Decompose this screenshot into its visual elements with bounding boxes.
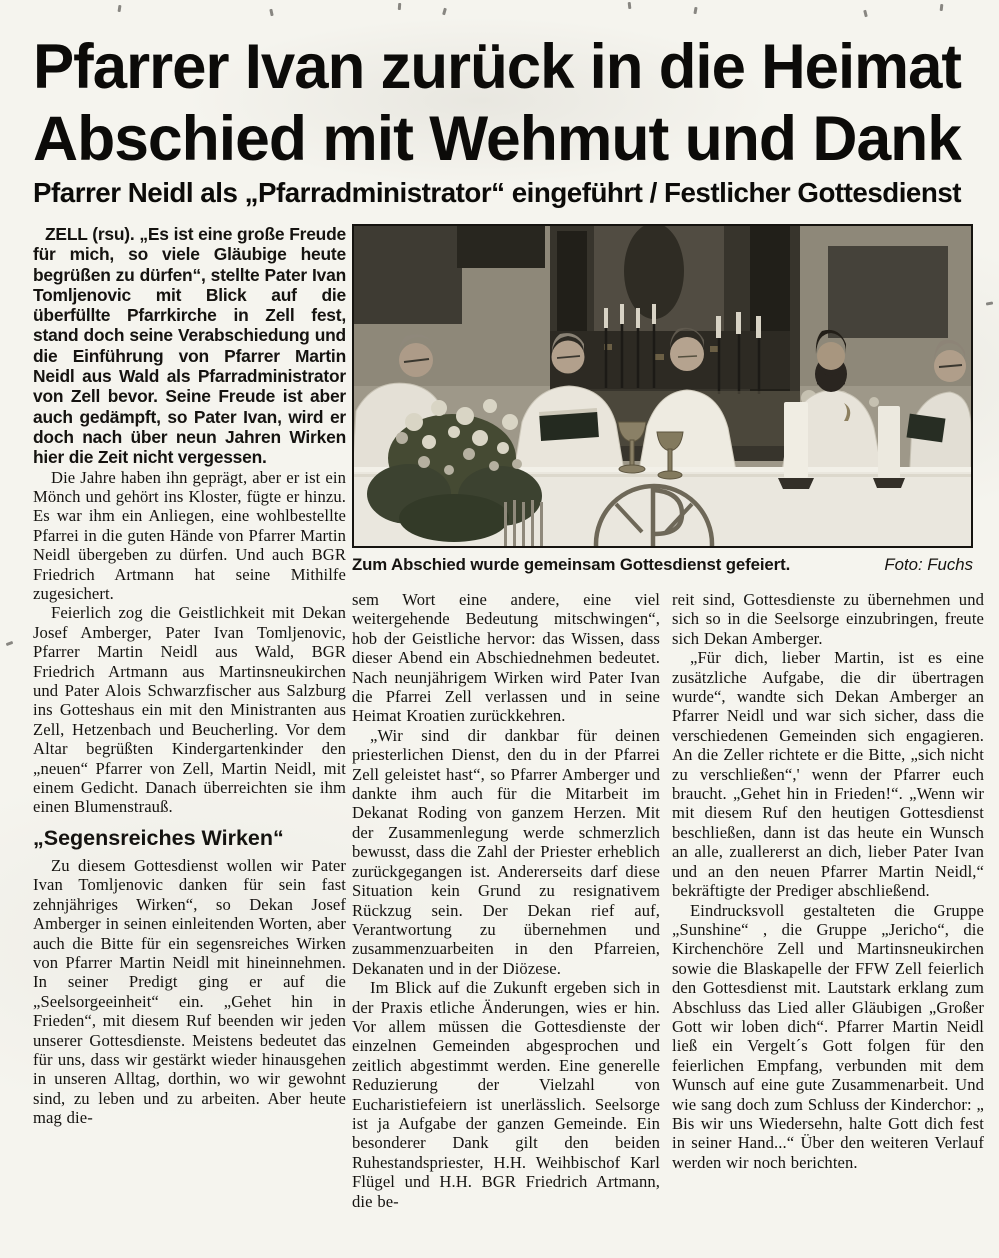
- photo-credit: Foto: Fuchs: [884, 555, 973, 574]
- paragraph: Zu diesem Gottesdienst wollen wir Pater Ivan Tomljenovic danken für sein fast zehnjähriges Wirken“, so Dekan Josef Amberger in seinen einleitenden Worten, aber auch die Bitte für ein segensreiches Wirken von Pfarrer Martin Neidl mit hineinnehmen. In seiner Predigt ging er auf die „Seelsorgeeinheit“ ein. „Gehet hin in Frieden“, mit diesem Ruf beenden wir jeden unserer Gottesdienste. Meistens bedeutet das für uns, dass wir gestärkt wieder hinausgehen in unseren Alltag, dorthin, wo wir gewohnt sind, zu leben und zu arbeiten. Aber heute mag die-: [33, 855, 346, 1128]
- left-window: [457, 226, 545, 268]
- scan-speck: [398, 3, 401, 10]
- paragraph: Eindrucksvoll gestalteten die Gruppe „Sunshine“ , die Gruppe „Jericho“, die Kirchenchöre Zell und Martinsneukirchen sowie die Blaskapelle der FFW Zell feierlich den Gottesdienst mit. Lautstark erklang zum Abschluss das Lied aller Gläubigen „Großer Gott wir loben dich“. Pfarrer Martin Neidl ließ ein Vergelt´s Gott folgen für den feierlichen Empfang, verbunden mit dem Wunsch auf eine gute Zusammenarbeit. Und wie sang doch zum Schluss der Kinderchor: „ Bis wir uns Wiedersehn, halte Gott dich fest in seiner Hand...“ Über den weiteren Verlauf werden wir noch berichten.: [672, 900, 984, 1172]
- photo-caption-row: [352, 555, 973, 575]
- paragraph: Feierlich zog die Geistlichkeit mit Dekan Josef Amberger, Pater Ivan Tomljenovic, Pfarrer Martin Neidl aus Wald, BGR Friedrich Artmann aus Martinsneukirchen und Pater Alois Schwarzfischer aus Salzburg ins Gotteshaus ein mit den Ministranten aus Zell, Hetzenbach und Beucherling. Vor dem Altar begrüßten Kindergartenkinder den „neuen“ Pfarrer von Zell, Martin Neidl, mit einem Gedicht. Danach überreichten sie ihm einen Blumenstrauß.: [33, 603, 346, 817]
- book: [907, 414, 946, 443]
- scan-speck: [6, 641, 14, 646]
- paragraph: „Für dich, lieber Martin, ist es eine zusätzliche Aufgabe, die dir übertragen wurde“, wandte sich Dekan Amberger an Pfarrer Neidl und war sich sicher, dass die verschiedenen Gemeinden sich engagieren. An die Zeller richtete er die Bitte, „sich nicht zu verschließen“,' wenn der Pfarrer euch braucht. „Gehet hin in Frieden!“. „Wenn wir mit diesem Ruf den heutigen Gottesdienst beschließen, dann ist das heute ein Wunsch an alle, zuallererst an dich, lieber Pater Ivan und an den neuen Pfarrer Martin Neidl,“ bekräftigte der Prediger abschließend.: [672, 648, 984, 901]
- dark-corner: [354, 226, 462, 324]
- paragraph: sem Wort eine andere, eine viel weitergehende Bedeutung mitschwingen“, hob der Geistliche hervor: das Wissen, dass dieser Abend ein Abschiednehmen bedeutet. Nach neunjährigem Wirken wird Pater Ivan die Pfarrei Zell verlassen und in seine Heimat Kroatien zurückkehren.: [352, 590, 660, 726]
- paragraph: reit sind, Gottesdienste zu übernehmen und sich so in die Seelsorge einzubringen, freute sich Dekan Amberger.: [672, 590, 984, 648]
- lead-paragraph: ZELL (rsu). „Es ist eine große Freude für mich, so viele Gläubige heute begrüßen zu dürfen“, stellte Pater Ivan Tomljenovic mit Blick auf die überfüllte Pfarrkirche in Zell fest, stand doch seine Verabschiedung und die Einführung von Pfarrer Martin Neidl aus Wald als Pfarradministrator von Zell bevor. Seine Freude ist aber auch gedämpft, so Pater Ivan, wird er doch nach über neun Jahren Wirken hier die Zeit nicht vergessen.: [33, 224, 346, 468]
- open-book: [539, 408, 599, 441]
- left-column: [33, 224, 346, 1234]
- paragraph: Die Jahre haben ihn geprägt, aber er ist ein Mönch und gehört ins Kloster, fügte er hinzu. Es war ihm ein Anliegen, eine wohlbestellte Pfarrei in die guten Hände von Pfarrer Martin Neidl übergeben zu dürfen. Und auch BGR Friedrich Artmann hat seine Mithilfe zugesichert.: [33, 467, 346, 603]
- headline-line2: Abschied mit Wehmut und Dank: [33, 104, 963, 174]
- right-window: [828, 246, 948, 338]
- subheadline: Pfarrer Neidl als „Pfarradministrator“ eingeführt / Festlicher Gottesdienst: [33, 177, 962, 208]
- crosshead: „Segensreiches Wirken“: [33, 825, 284, 850]
- gottesdienst-photo: [352, 224, 973, 548]
- headline-line1: Pfarrer Ivan zurück in die Heimat: [33, 32, 962, 102]
- paragraph: Im Blick auf die Zukunft ergeben sich in der Praxis etliche Änderungen, wies er hin. Vor allem müssen die Gottesdienste der einzelnen Gemeinden abgesprochen und zeitlich abgestimmt werden. Eine generelle Reduzierung der Vielzahl von Eucharistiefeiern ist unerlässlich. Seelsorge ist ja Aufgabe der ganzen Gemeinde. Ein besonderer Dank gilt den beiden Ruhestandspriester, H.H. Weihbischof Karl Flügel und H.H. BGR Friedrich Artmann, die be-: [352, 978, 660, 1211]
- altar-scene: [354, 226, 971, 546]
- scan-speck: [628, 2, 632, 9]
- right-column: [672, 590, 984, 1236]
- headline-block: [33, 12, 966, 216]
- scan-speck: [986, 301, 993, 305]
- paragraph: „Wir sind dir dankbar für deinen priesterlichen Dienst, den du in der Pfarrei Zell geleistet hast“, so Pfarrer Amberger und dankte ihm auch für die Mitarbeit im Dekanat Roding von ganzem Herzen. Mit der Zusammenlegung werde schmerzlich bewusst, dass die Zahl der Priester erheblich zurückgegangen ist. Andererseits darf diese Situation kein Grund zu resignativem Rückzug sein. Der Dekan rief auf, Verantwortung zu übernehmen und zusammenzuarbeiten in den Pfarreien, Dekanaten und in der Diözese.: [352, 725, 660, 978]
- photo-caption: Zum Abschied wurde gemeinsam Gottesdienst gefeiert.: [352, 555, 791, 574]
- middle-column: [352, 590, 660, 1236]
- scan-speck: [940, 4, 944, 11]
